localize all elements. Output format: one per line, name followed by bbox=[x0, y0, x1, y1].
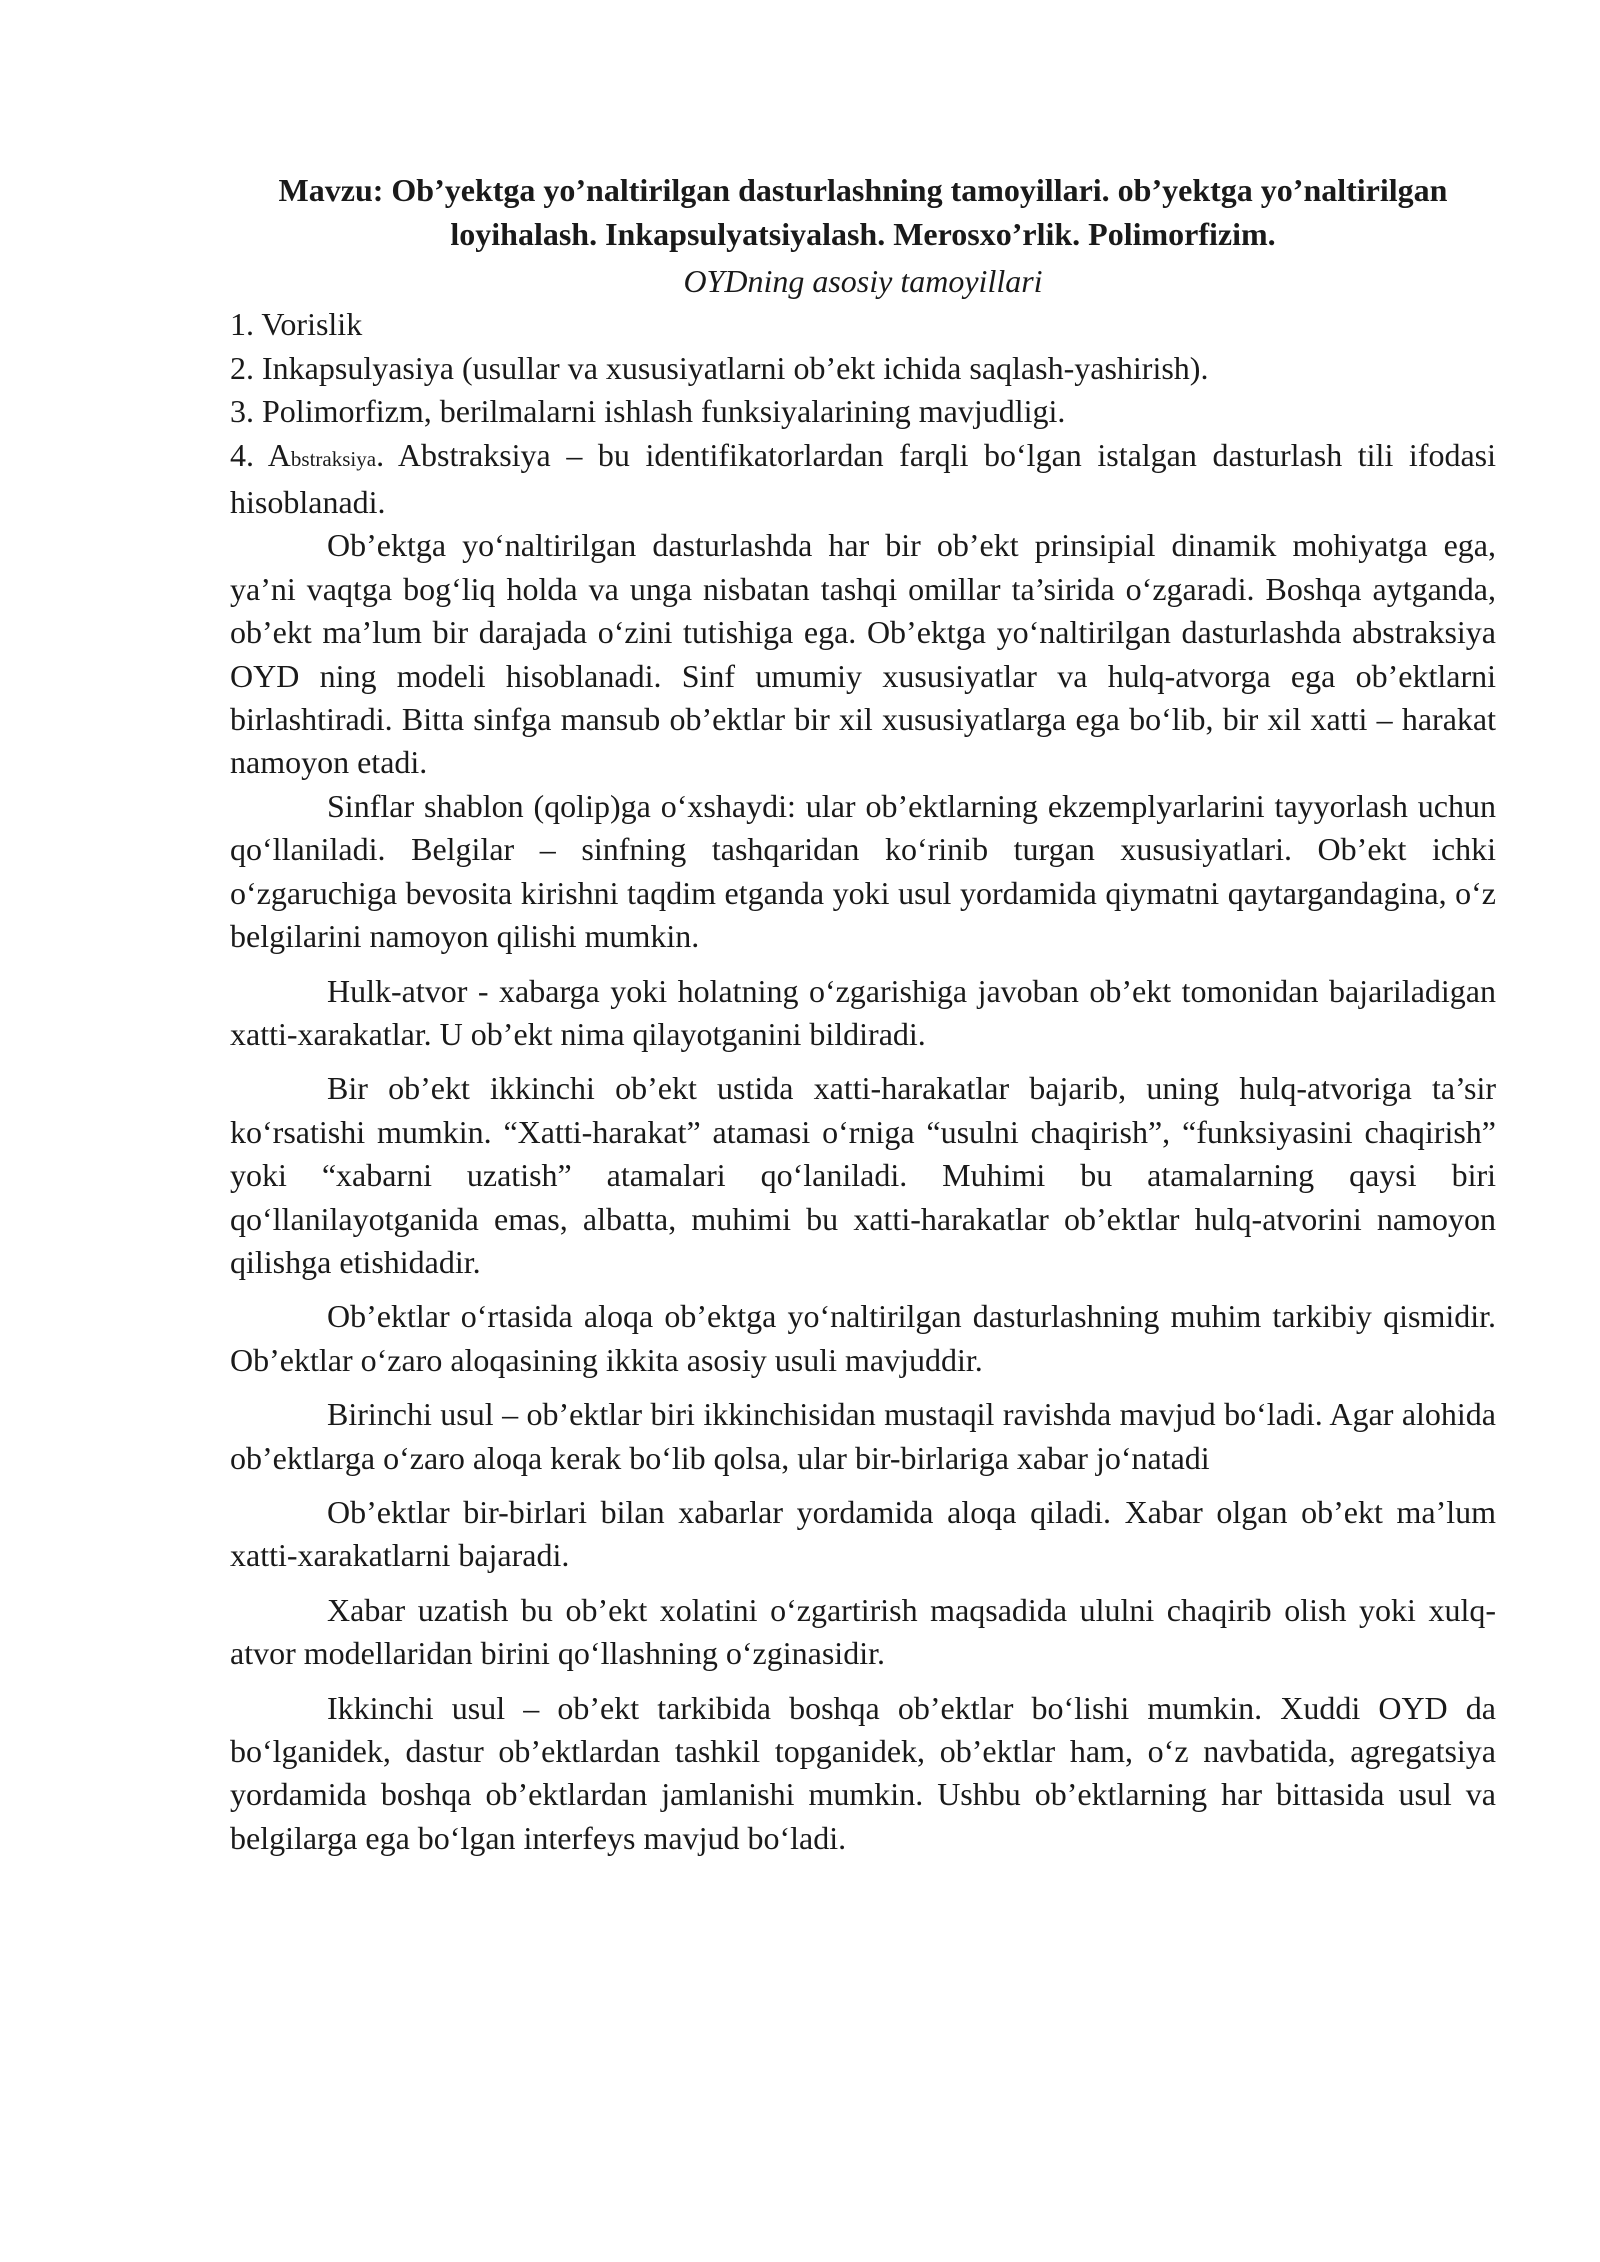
paragraph: Ob’ektlar bir-birlari bilan xabarlar yordamida aloqa qiladi. Xabar olgan ob’ekt ma’lum xatti-xarakatlarni bajaradi. bbox=[230, 1493, 1496, 1574]
paragraph: Bir ob’ekt ikkinchi ob’ekt ustida xatti-harakatlar bajarib, uning hulq-atvoriga ta’sir ko‘rsatishi mumkin. “Xatti-harakat” atamasi o‘rniga “usulni chaqirish”, “funksiyasini chaqirish” yoki “xabarni uzatish” atamalari qo‘laniladi. Muhimi bu atamalarning qaysi biri qo‘llanilayotganida emas, albatta, muhimi bu xatti-harakatlar ob’ektlar hulq-atvorini namoyon qilishga etishidadir. bbox=[230, 1070, 1496, 1280]
list-item bbox=[230, 434, 1496, 525]
paragraph: Birinchi usul – ob’ektlar biri ikkinchisidan mustaqil ravishda mavjud bo‘ladi. Agar alohida ob’ektlarga o‘zaro aloqa kerak bo‘lib qolsa, ular bir-birlariga xabar jo‘natadi bbox=[230, 1396, 1496, 1476]
list-item: 1. Vorislik bbox=[230, 306, 363, 343]
paragraph: Sinflar shablon (qolip)ga o‘xshaydi: ular ob’ektlarning ekzemplyarlarini tayyorlash uchun qo‘llaniladi. Belgilar – sinfning tashqaridan ko‘rinib turgan xususiyatlari. Ob’ekt ichki o‘zgaruchiga bevosita kirishni taqdim etganda yoki usul yordamida qiymatni qaytargandagina, o‘z belgilarini namoyon qilishi mumkin. bbox=[230, 787, 1496, 955]
document-page bbox=[230, 168, 1496, 1860]
paragraph: Ob’ektlar o‘rtasida aloqa ob’ektga yo‘naltirilgan dasturlashning muhim tarkibiy qismidir. Ob’ektlar o‘zaro aloqasining ikkita asosiy usuli mavjuddir. bbox=[230, 1298, 1496, 1378]
list-item: 2. Inkapsulyasiya (usullar va xususiyatlarni ob’ekt ichida saqlash-yashirish). bbox=[230, 349, 1209, 386]
list-item-rest: . Abstraksiya – bu identifikatorlardan farqli bo‘lgan istalgan dasturlash tili ifodasi hisoblanadi. bbox=[230, 436, 1497, 521]
section-subheading: OYDning asosiy tamoyillari bbox=[683, 263, 1043, 299]
paragraph: Ikkinchi usul – ob’ekt tarkibida boshqa ob’ektlar bo‘lishi mumkin. Xuddi OYD da bo‘lganidek, dastur ob’ektlardan tashkil topganidek, ob’ektlar ham, o‘z navbatida, agregatsiya yordamida boshqa ob’ektlardan jamlanishi mumkin. Ushbu ob’ektlarning har bittasida usul va belgilarga ega bo‘lgan interfeys mavjud bo‘ladi. bbox=[230, 1689, 1496, 1856]
list-item: 3. Polimorfizm, berilmalarni ishlash funksiyalarining mavjudligi. bbox=[230, 393, 1066, 430]
principles-list bbox=[230, 303, 1496, 524]
list-item-small-text: bstraksiya bbox=[290, 446, 377, 471]
paragraph: Xabar uzatish bu ob’ekt xolatini o‘zgartirish maqsadida ululni chaqirib olish yoki xulq-atvor modellaridan birini qo‘llashning o‘zginasidir. bbox=[230, 1591, 1496, 1672]
list-item-prefix: 4. A bbox=[230, 436, 291, 473]
paragraph: Hulk-atvor - xabarga yoki holatning o‘zgarishiga javoban ob’ekt tomonidan bajariladigan xatti-xarakatlar. U ob’ekt nima qilayotganini bildiradi. bbox=[230, 972, 1496, 1052]
paragraph: Ob’ektga yo‘naltirilgan dasturlashda har bir ob’ekt prinsipial dinamik mohiyatga ega, ya’ni vaqtga bog‘liq holda va unga nisbatan tashqi omillar ta’sirida o‘zgaradi. Boshqa aytganda, ob’ekt ma’lum bir darajada o‘zini tutishiga ega. Ob’ektga yo‘naltirilgan dasturlashda abstraksiya OYD ning modeli hisoblanadi. Sinf umumiy xususiyatlar va hulq-atvorga ega ob’ektlarni birlashtiradi. Bitta sinfga mansub ob’ektlar bir xil xususiyatlarga ega bo‘lib, bir xil xatti – harakat namoyon etadi. bbox=[230, 527, 1496, 781]
document-title: Mavzu: Ob’yektga yo’naltirilgan dasturlashning tamoyillari. ob’yektga yo’naltirilgan loyihalash. Inkapsulyatsiyalash. Merosxo’rlik. Polimorfizim. bbox=[278, 172, 1448, 252]
